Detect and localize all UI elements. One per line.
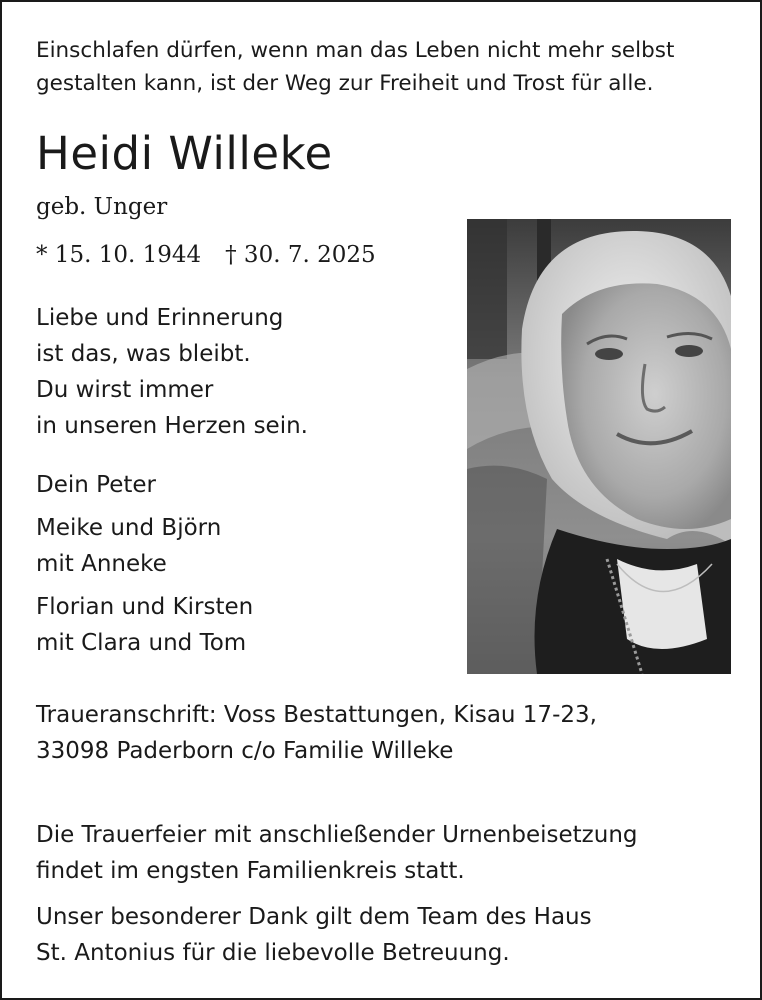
family-line: Meike und Björn [36, 515, 222, 541]
deceased-name: Heidi Willeke [36, 127, 333, 180]
birth-name: geb. Unger [36, 194, 168, 220]
family-line: mit Anneke [36, 551, 167, 577]
verse-line: ist das, was bleibt. [36, 341, 251, 367]
verse-line: in unseren Herzen sein. [36, 413, 308, 439]
ceremony-line: findet im engsten Familienkreis statt. [36, 858, 465, 884]
mourning-address [36, 697, 597, 769]
motto-line-2: gestalten kann, ist der Weg zur Freiheit und Trost für alle. [36, 71, 654, 96]
portrait-photo [467, 219, 731, 674]
verse-line: Du wirst immer [36, 377, 214, 403]
memorial-verse [36, 300, 308, 444]
birth-date: * 15. 10. 1944 [36, 242, 202, 268]
portrait-illustration [467, 219, 731, 674]
verse-line: Liebe und Erinnerung [36, 305, 284, 331]
family-group-2 [36, 510, 221, 582]
ceremony-line: Die Trauerfeier mit anschließender Urnenbeisetzung [36, 822, 638, 848]
ceremony-note [36, 817, 638, 889]
thanks-line: Unser besonderer Dank gilt dem Team des Haus [36, 904, 592, 930]
life-dates [36, 240, 376, 271]
address-line: 33098 Paderborn c/o Familie Willeke [36, 738, 454, 764]
family-group-3 [36, 589, 253, 661]
thanks-line: St. Antonius für die liebevolle Betreuung. [36, 940, 510, 966]
family-group-1 [36, 467, 156, 503]
family-line: Florian und Kirsten [36, 594, 254, 620]
thanks-note [36, 899, 592, 971]
family-line: Dein Peter [36, 472, 156, 498]
motto-line-1: Einschlafen dürfen, wenn man das Leben nicht mehr selbst [36, 38, 675, 63]
address-line: Traueranschrift: Voss Bestattungen, Kisau 17-23, [36, 702, 597, 728]
death-date: † 30. 7. 2025 [225, 242, 376, 268]
family-line: mit Clara und Tom [36, 630, 247, 656]
